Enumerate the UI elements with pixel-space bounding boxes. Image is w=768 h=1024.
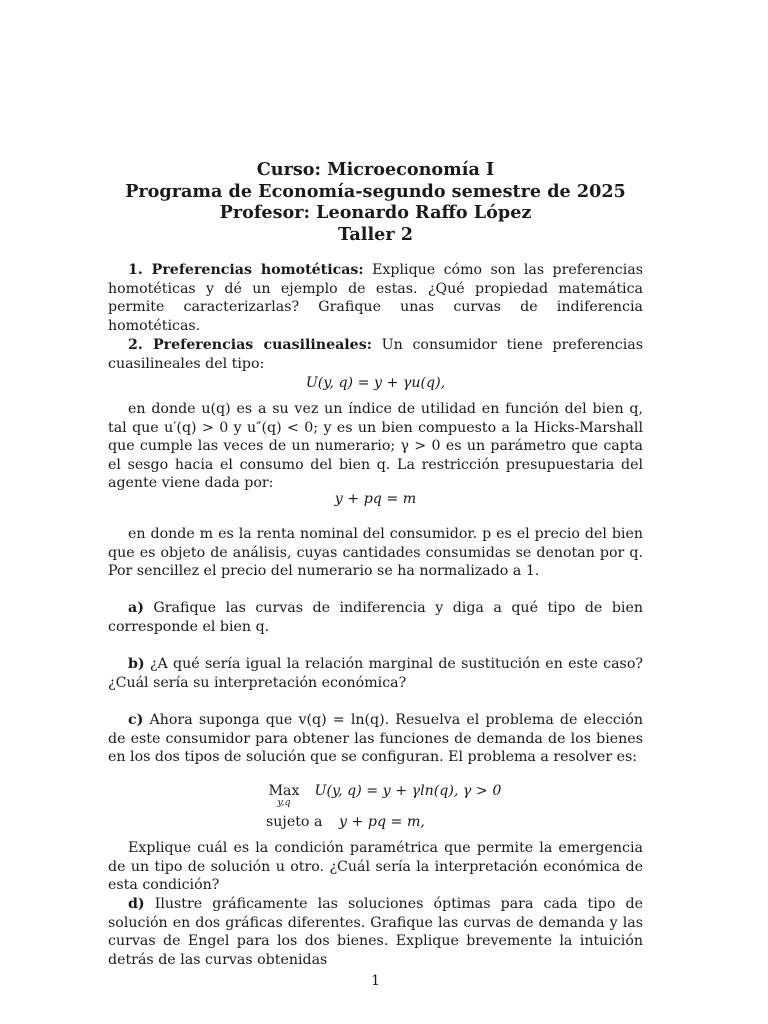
part-d <box>108 895 643 969</box>
max-subscript: y,q <box>277 797 291 808</box>
part-a <box>108 599 643 636</box>
objective-function: U(y, q) = y + γln(q), γ > 0 <box>314 783 502 799</box>
question-1-label: 1. Preferencias homotéticas: <box>128 262 364 278</box>
question-2-para-b: en donde m es la renta nominal del consumidor. p es el precio del bien que es objeto de análisis, cuyas cantidades consumidas se denotan por q. Por sencillez el precio del numerario se ha normalizado a 1. <box>108 526 643 580</box>
part-c-after-text: Explique cuál es la condición paramétrica que permite la emergencia de un tipo de solución u otro. ¿Cuál sería la interpretación económica de esta condición? <box>108 840 643 894</box>
part-c-label: c) <box>128 712 144 728</box>
max-operator: Max <box>268 783 300 799</box>
workshop-title: Taller 2 <box>337 223 413 245</box>
part-b-text: ¿A qué sería igual la relación marginal de sustitución en este caso? ¿Cuál sería su interpretación económica? <box>108 656 643 691</box>
part-d-label: d) <box>128 896 145 912</box>
question-2-notes <box>108 525 643 581</box>
professor-name: Profesor: Leonardo Raffo López <box>219 202 532 224</box>
question-2 <box>108 336 643 373</box>
program-title: Programa de Economía-segundo semestre de 2025 <box>125 180 626 202</box>
part-b-label: b) <box>128 656 145 672</box>
subject-to-label: sujeto a <box>266 814 323 830</box>
question-1 <box>108 261 643 335</box>
question-2-para-a: en donde u(q) es a su vez un índice de utilidad en función del bien q, tal que u′(q) > 0 y u″(q) < 0; y es un bien compuesto a la Hicks-Marshall que cumple las veces de un numerario; γ > 0 es un parámetro que capta el sesgo hacia el consumo del bien q. La restricción presupuestaria del agente viene dada por: <box>108 401 643 492</box>
budget-equation: y + pq = m <box>334 491 417 507</box>
constraint-equation: y + pq = m, <box>338 814 425 830</box>
question-1-text: Explique cómo son las preferencias homotéticas y dé un ejemplo de estas. ¿Qué propiedad matemática permite caracterizarlas? Grafique unas curvas de indiferencia homotéticas. <box>108 262 643 334</box>
utility-equation: U(y, q) = y + γu(q), <box>305 375 446 391</box>
question-2-label: 2. Preferencias cuasilineales: <box>128 337 372 353</box>
part-c <box>108 711 643 767</box>
document-page <box>108 0 643 1024</box>
part-b <box>108 655 643 692</box>
part-a-text: Grafique las curvas de indiferencia y diga a qué tipo de bien corresponde el bien q. <box>108 600 643 635</box>
part-c-text: Ahora suponga que v(q) = ln(q). Resuelva el problema de elección de este consumidor para obtener las funciones de demanda de los bienes en los dos tipos de solución que se configuran. El problema a resolver es: <box>108 712 643 766</box>
page-number: 1 <box>370 973 381 989</box>
question-2-description <box>108 400 643 493</box>
document-header <box>108 159 643 245</box>
course-title: Curso: Microeconomía I <box>256 159 495 180</box>
part-c-explanation <box>108 839 643 895</box>
part-a-label: a) <box>128 600 144 616</box>
optimization-problem <box>266 782 566 833</box>
question-2-text: Un consumidor tiene preferencias cuasilineales del tipo: <box>108 337 643 372</box>
part-d-text: Ilustre gráficamente las soluciones óptimas para cada tipo de solución en dos gráficas diferentes. Grafique las curvas de demanda y las curvas de Engel para los dos bienes. Explique brevemente la intuición detrás de las curvas obtenidas <box>108 896 643 968</box>
